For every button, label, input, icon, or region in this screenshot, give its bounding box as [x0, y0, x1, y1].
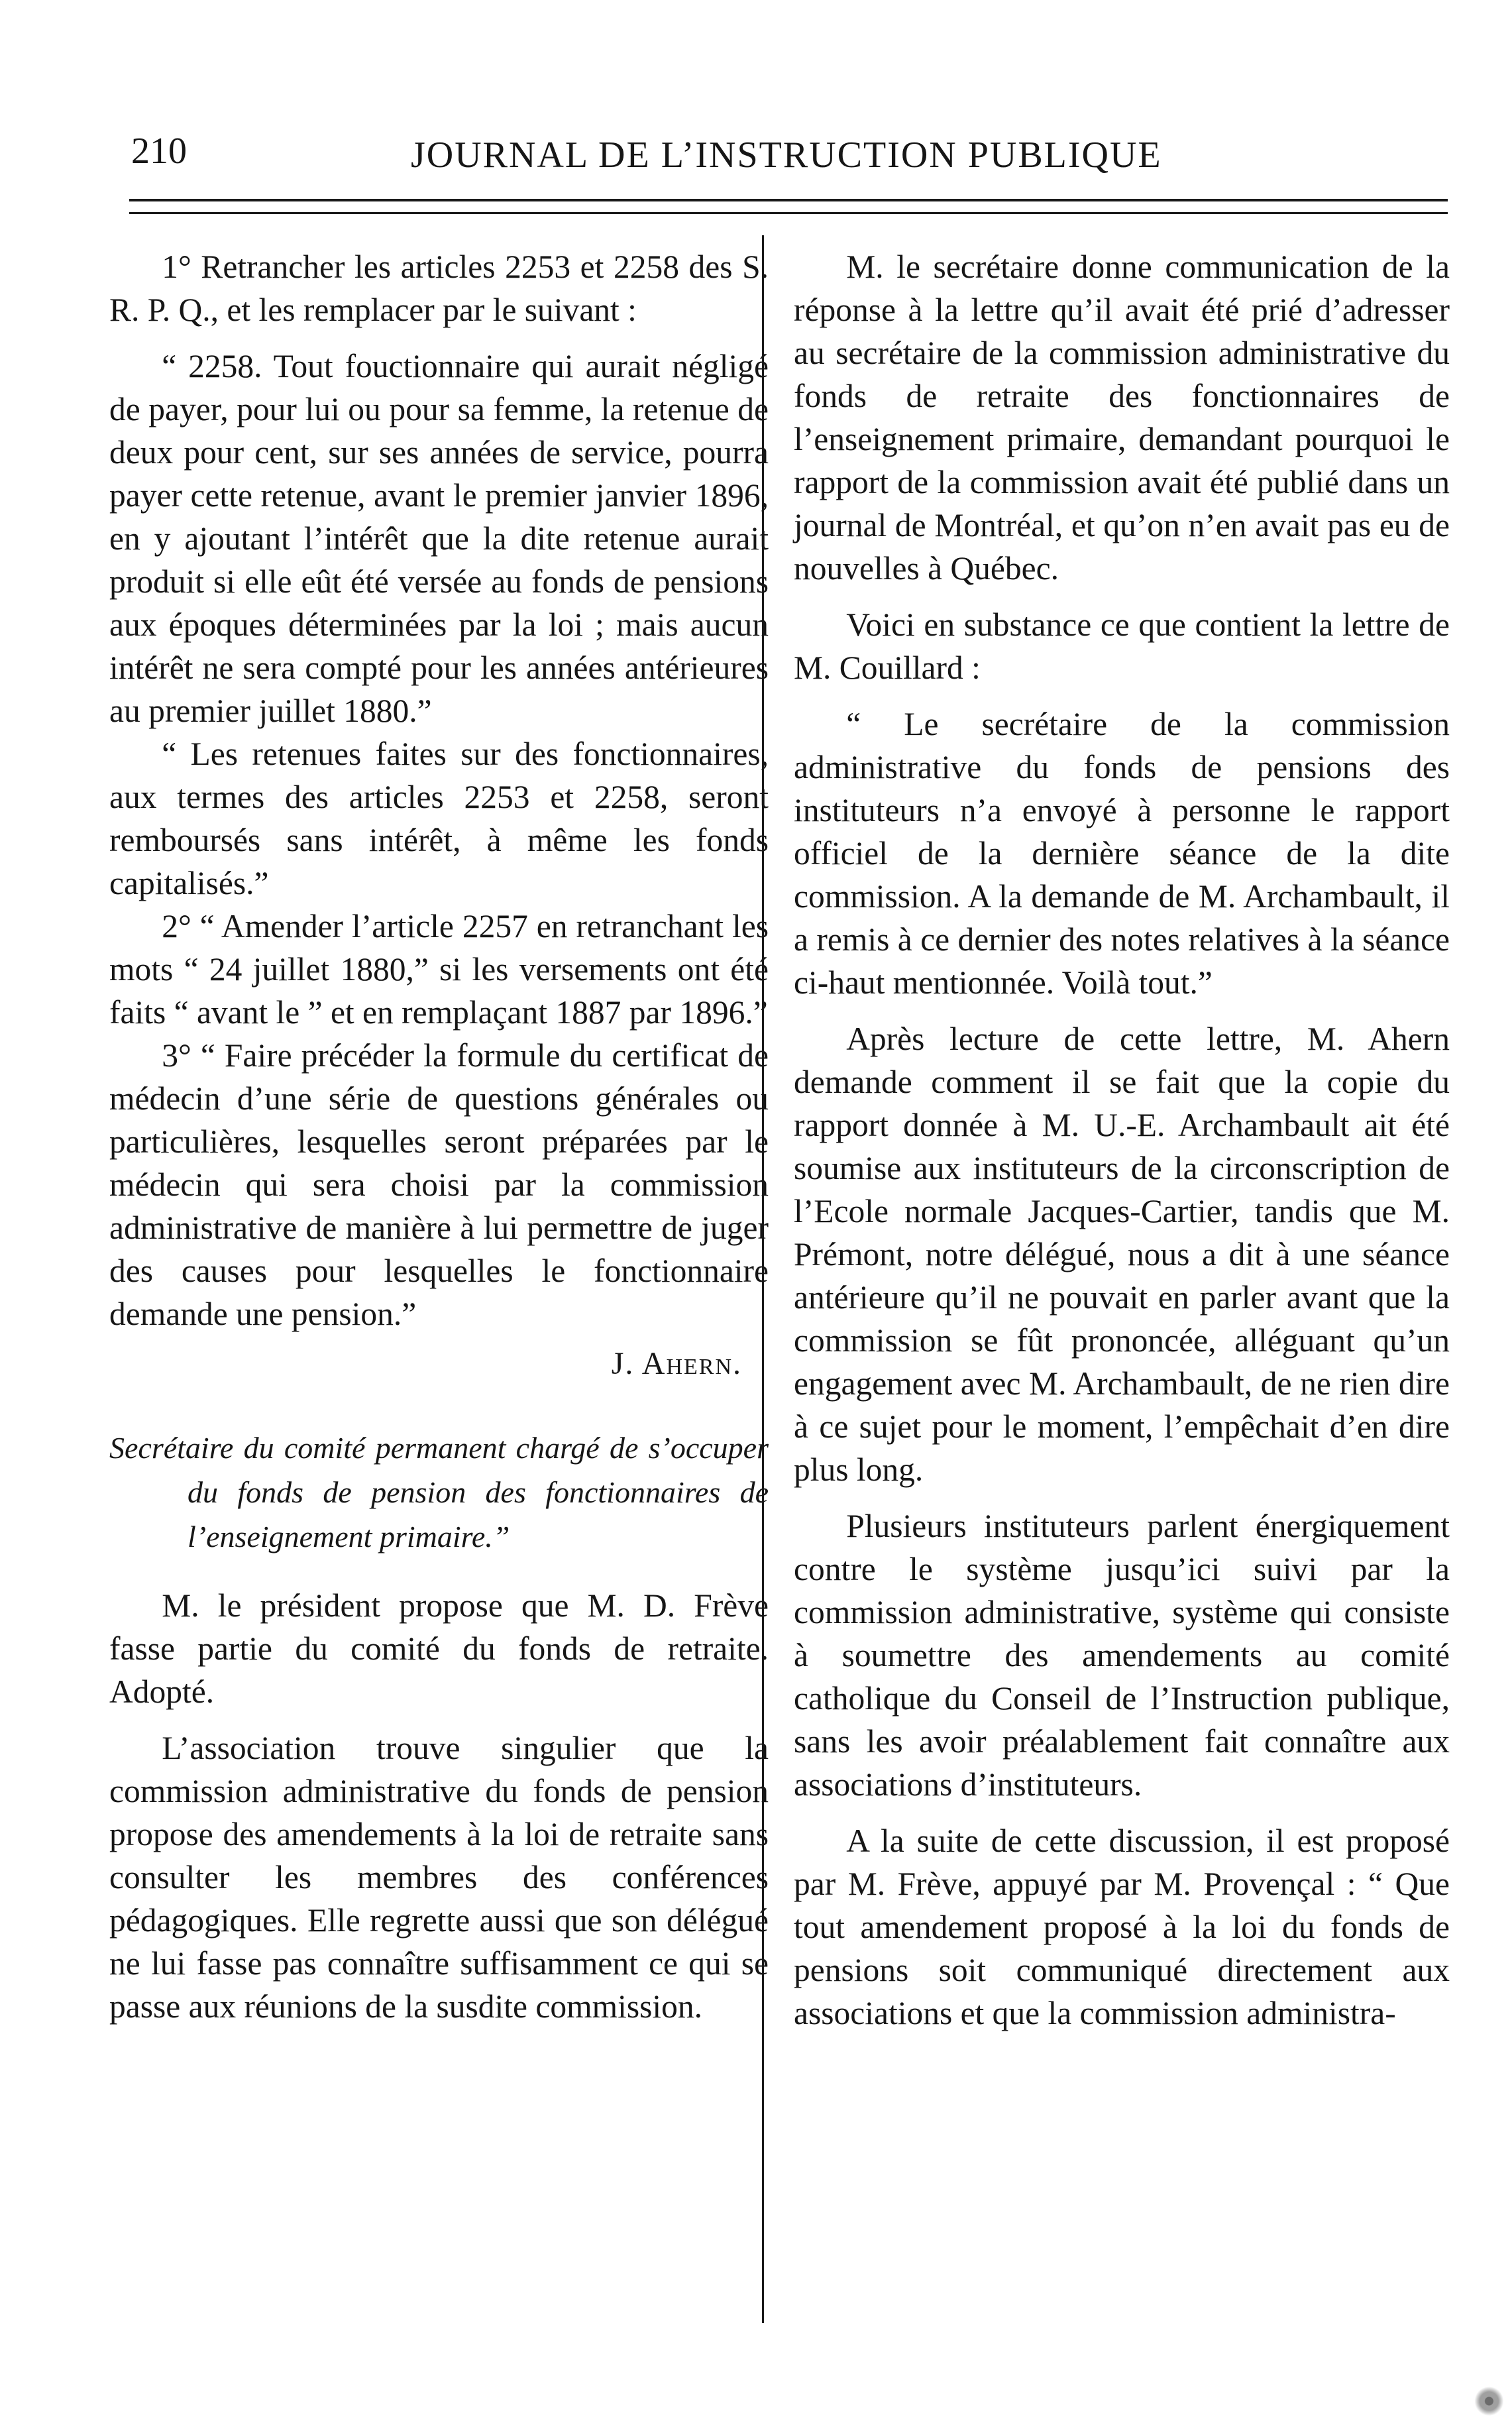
page-number: 210	[131, 131, 187, 172]
paragraph-freve-motion: A la suite de cette discussion, il est proposé par M. Frève, appuyé par M. Provençal : “ Que tout amendement proposé à la loi du fonds de pensions soit communiqué directement aux associations et que la commission administra-	[794, 1823, 1450, 2031]
paragraph-secretary-communication: M. le secrétaire donne communication de la réponse à la lettre qu’il avait été prié d’adresser au secrétaire de la commission administrative du fonds de retraite des fonctionnaires de l’enseignement primaire, demandant pourquoi le rapport de la commission avait été publié dans un journal de Montréal, et qu’on n’en avait pas eu de nouvelles à Québec.	[794, 249, 1450, 587]
running-title: JOURNAL DE L’INSTRUCTION PUBLIQUE	[411, 135, 1162, 176]
paragraph-president-proposal: M. le président propose que M. D. Frève fasse partie du comité du fonds de retraite. Adopté.	[109, 1587, 769, 1710]
right-column	[794, 245, 1450, 2035]
header-rule-top	[129, 199, 1448, 201]
paragraph-couillard-letter: “ Le secrétaire de la commission administrative du fonds de pensions des instituteurs n’a envoyé à personne le rapport officiel de la dernière séance de la dite commission. A la demande de M. Archambault, il a remis à ce dernier des notes relatives à la séance ci-haut mentionnée. Voilà tout.”	[794, 706, 1450, 1001]
paragraph-ahern-question: Après lecture de cette lettre, M. Ahern demande comment il se fait que la copie du rapport donnée à M. U.-E. Archambault ait été soumise aux instituteurs de la circonscription de l’Ecole normale Jacques-Cartier, tandis que M. Prémont, notre délégué, nous a dit à une séance antérieure qu’il ne pouvait en parler avant que la commission se fût prononcée, alléguant qu’un engagement avec M. Archambault, de ne rien dire à ce sujet pour le moment, l’empêchait d’en dire plus long.	[794, 1021, 1450, 1488]
paragraph-article-amendment-2: 2° “ Amender l’article 2257 en retranchant les mots “ 24 juillet 1880,” si les versements ont été faits “ avant le ” et en remplaçant 1887 par 1896.”	[109, 908, 769, 1031]
paragraph-association-remark: L’association trouve singulier que la commission administrative du fonds de pension propose des amendements à la loi de retraite sans consulter les membres des conférences pédagogiques. Elle regrette aussi que son délégué ne lui fasse pas connaître suffisamment ce qui se passe aux réunions de la susdite commission.	[109, 1730, 769, 2025]
signature-note: Secrétaire du comité permanent chargé de s’occuper du fonds de pension des fonctionnaires de l’enseignement primaire.”	[109, 1431, 769, 1553]
paragraph-retenues: “ Les retenues faites sur des fonctionnaires, aux termes des articles 2253 et 2258, seront remboursés sans intérêt, à même les fonds capitalisés.”	[109, 736, 769, 901]
header-rule-bottom	[129, 212, 1448, 214]
print-speck	[1468, 2379, 1503, 2419]
paragraph-couillard-letter-intro: Voici en substance ce que contient la lettre de M. Couillard :	[794, 606, 1450, 686]
paragraph-article-amendment-3: 3° “ Faire précéder la formule du certificat de médecin d’une série de questions générales ou particulières, lesquelles seront préparées par le médecin qui sera choisi par la commission administrative de manière à lui permettre de juger des causes pour lesquelles le fonctionnaire demande une pension.”	[109, 1037, 769, 1332]
paragraph-article-2258: “ 2258. Tout fouctionnaire qui aurait négligé de payer, pour lui ou pour sa femme, la retenue de deux pour cent, sur ses années de service, pourra payer cette retenue, avant le premier janvier 1896, en y ajoutant l’intérêt que la dite retenue aurait produit si elle eût été versée au fonds de pensions aux époques déterminées par la loi ; mais aucun intérêt ne sera compté pour les années antérieures au premier juillet 1880.”	[109, 348, 769, 729]
left-column	[109, 245, 769, 2028]
signature: J. Ahern.	[611, 1346, 742, 1381]
paragraph-article-amendment-1: 1° Retrancher les articles 2253 et 2258 des S. R. P. Q., et les remplacer par le suivant :	[109, 249, 769, 328]
paragraph-instituteurs-protest: Plusieurs instituteurs parlent énergiquement contre le système jusqu’ici suivi par la commission administrative, système qui consiste à soumettre des amendements au comité catholique du Conseil de l’Instruction publique, sans les avoir préalablement fait connaître aux associations d’instituteurs.	[794, 1508, 1450, 1803]
